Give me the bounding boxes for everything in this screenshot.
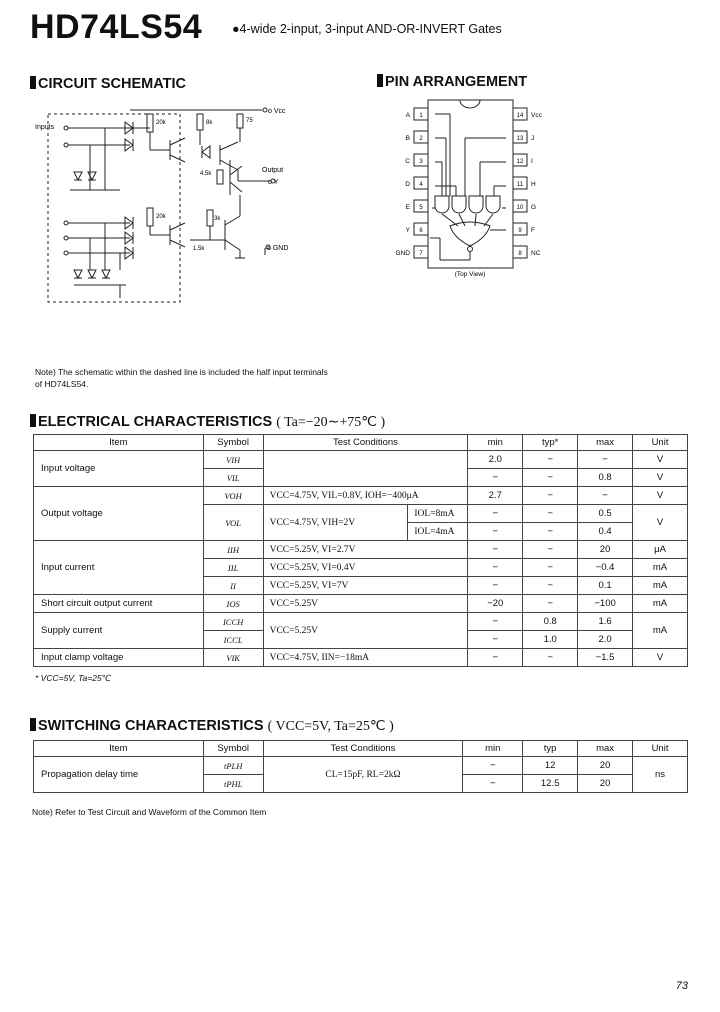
table-row: Input voltage VIH 2.0 − − V xyxy=(34,451,688,469)
section-marker-icon xyxy=(30,414,36,427)
pin-number: 11 xyxy=(516,182,524,188)
top-view-caption: (Top View) xyxy=(454,271,486,278)
electrical-conditions: ( Ta=−20∼+75℃ ) xyxy=(276,415,386,430)
pin-name: H xyxy=(531,181,536,188)
resistor-label: 20k xyxy=(156,120,166,126)
pin-number: 4 xyxy=(419,182,423,188)
table-row: tPHL − 12.5 20 xyxy=(34,775,688,793)
pin-number: 1 xyxy=(419,113,423,119)
y-output-label: o Y xyxy=(268,179,279,186)
table-row: VIL − − 0.8 V xyxy=(34,469,688,487)
part-description: ●4-wide 2-input, 3-input AND-OR-INVERT Gates xyxy=(232,22,502,36)
pin-name: D xyxy=(405,181,410,188)
inputs-label: Inputs xyxy=(35,124,55,131)
section-marker-icon xyxy=(377,74,383,87)
pin-name: I xyxy=(531,158,533,165)
vcc-label: o Vcc xyxy=(268,108,286,115)
section-marker-icon xyxy=(30,718,36,731)
electrical-footnote: * VCC=5V, Ta=25℃ xyxy=(35,673,112,683)
table-row: ICCL − 1.0 2.0 xyxy=(34,631,688,649)
table-row: VOL VCC=4.75V, VIH=2V IOL=8mA − − 0.5 V xyxy=(34,505,688,523)
pin-name: G xyxy=(531,204,537,211)
pin-name: GND xyxy=(395,250,410,257)
dashed-boundary xyxy=(48,114,180,302)
electrical-heading: ELECTRICAL CHARACTERISTICS ( Ta=−20∼+75℃ ) xyxy=(30,414,385,431)
resistor-label: 1.5k xyxy=(193,246,205,252)
pin-number: 13 xyxy=(516,136,524,142)
part-number-title: HD74LS54 xyxy=(30,8,203,46)
page-number: 73 xyxy=(675,980,688,992)
pin-name: E xyxy=(405,204,410,211)
switching-note: Note) Refer to Test Circuit and Waveform of the Common Item xyxy=(32,807,267,817)
pin-name: Y xyxy=(405,227,410,234)
pin-name: A xyxy=(405,112,410,119)
circuit-schematic-diagram xyxy=(30,100,320,305)
table-row: IIL VCC=5.25V, VI=0.4V − − −0.4 mA xyxy=(34,559,688,577)
resistor-label: 75 xyxy=(246,118,253,124)
table-row: Supply current ICCH VCC=5.25V − 0.8 1.6 mA xyxy=(34,613,688,631)
table-header-row: Item Symbol Test Conditions min typ max Unit xyxy=(34,741,688,757)
pin-name: J xyxy=(531,135,535,142)
table-header-row: Item Symbol Test Conditions min typ* max Unit xyxy=(34,435,688,451)
pin-name: B xyxy=(405,135,410,142)
pin-number: 2 xyxy=(419,136,423,142)
table-row: IOL=4mA − − 0.4 xyxy=(34,523,688,541)
pin-number: 12 xyxy=(516,159,524,165)
pin-name: C xyxy=(405,158,410,165)
pin-number: 3 xyxy=(419,159,423,165)
output-label: Output xyxy=(262,167,284,174)
switching-table xyxy=(33,740,688,793)
pin-arrangement-heading: PIN ARRANGEMENT xyxy=(377,74,527,90)
resistor-label: 20k xyxy=(156,214,166,220)
pin-name: Vcc xyxy=(531,112,542,119)
pin-arrangement-diagram xyxy=(390,96,560,286)
pin-name: F xyxy=(531,227,535,234)
resistor-label: 3k xyxy=(214,216,221,222)
pin-number: 9 xyxy=(518,228,522,234)
pin-number: 8 xyxy=(518,251,522,257)
pin-number: 5 xyxy=(419,205,423,211)
table-row: Output voltage VOH VCC=4.75V, VIL=0.8V, IOH=−400μA 2.7 − − V xyxy=(34,487,688,505)
table-row: Short circuit output current IOS VCC=5.25V −20 − −100 mA xyxy=(34,595,688,613)
pin-number: 10 xyxy=(516,205,524,211)
resistor-label: 4.5k xyxy=(200,171,212,177)
pin-name: NC xyxy=(531,250,541,257)
resistor-label: 8k xyxy=(206,120,213,126)
table-row: II VCC=5.25V, VI=7V − − 0.1 mA xyxy=(34,577,688,595)
schematic-note: Note) The schematic within the dashed line is included the half input terminals of HD74LS54. xyxy=(35,367,328,389)
section-marker-icon xyxy=(30,76,36,89)
table-row: Input current IIH VCC=5.25V, VI=2.7V − − 20 μA xyxy=(34,541,688,559)
table-row: Propagation delay time tPLH CL=15pF, RL=2kΩ − 12 20 ns xyxy=(34,757,688,775)
pin-number: 14 xyxy=(516,113,524,119)
pin-number: 6 xyxy=(419,228,423,234)
electrical-table xyxy=(33,434,688,667)
table-row: Input clamp voltage VIK VCC=4.75V, IIN=−18mA − − −1.5 V xyxy=(34,649,688,667)
switching-conditions: ( VCC=5V, Ta=25℃ ) xyxy=(267,719,394,734)
circuit-schematic-heading: CIRCUIT SCHEMATIC xyxy=(30,76,186,92)
pin-number: 7 xyxy=(419,251,423,257)
switching-heading: SWITCHING CHARACTERISTICS ( VCC=5V, Ta=25℃ ) xyxy=(30,718,394,735)
gnd-label: o GND xyxy=(267,245,289,252)
